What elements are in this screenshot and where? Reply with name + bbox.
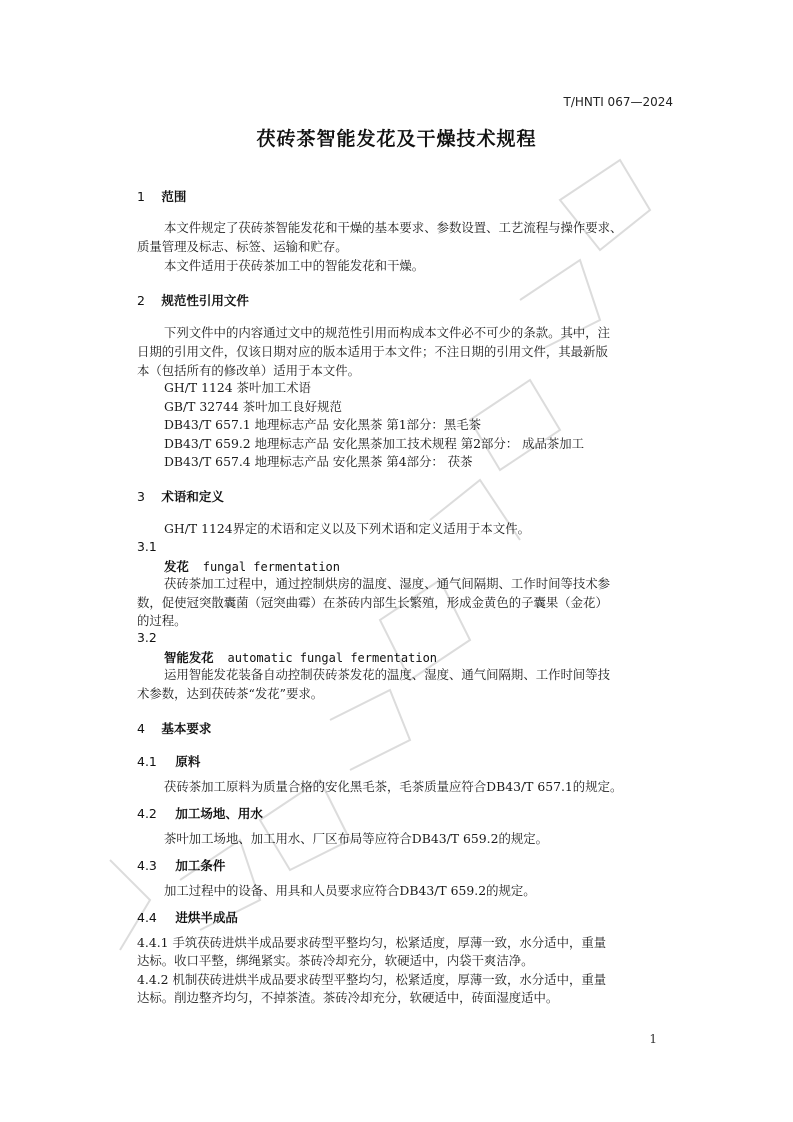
term-english: fungal fermentation [202, 560, 341, 574]
definition-line: 数，促使冠突散囊菌（冠突曲霉）在茶砖内部生长繁殖，形成金黄色的子囊果（金花） [137, 595, 608, 610]
reference-item: GH/T 1124 茶叶加工术语 [164, 380, 311, 395]
paragraph-line: 质量管理及标志、标签、运输和贮存。 [137, 239, 348, 254]
clause-line: 4.4.1 手筑茯砖进烘半成品要求砖型平整均匀，松紧适度，厚薄一致，水分适中，重量 [137, 935, 607, 950]
subsection-number: 4.2 [137, 806, 157, 821]
document-code: T/HNTI 067—2024 [563, 95, 673, 109]
section-number: 3 [137, 489, 145, 504]
definition-line: 术参数，达到茯砖茶“发花”要求。 [137, 686, 324, 701]
section-4-heading [137, 719, 211, 737]
definition-line: 的过程。 [137, 613, 187, 628]
subsection-title: 原料 [175, 754, 201, 769]
section-number: 4 [137, 721, 145, 736]
clause-number: 3.2 [137, 630, 157, 645]
subsection-title: 加工条件 [175, 858, 226, 873]
paragraph-line: 下列文件中的内容通过文中的规范性引用而构成本文件必不可少的条款。其中，注 [164, 325, 611, 340]
clause-line: 达标。削边整齐均匀，不掉茶渣。茶砖冷却充分，软硬适中，砖面湿度适中。 [137, 990, 559, 1005]
subsection-number: 4.1 [137, 754, 157, 769]
subsection-4-1-heading [137, 752, 200, 770]
subsection-number: 4.3 [137, 858, 157, 873]
subsection-title: 加工场地、用水 [175, 806, 263, 821]
clause-line: 达标。收口平整，绑绳紧实。茶砖冷却充分，软硬适中，内袋干爽洁净。 [137, 953, 534, 968]
reference-item: DB43/T 657.1 地理标志产品 安化黑茶 第1部分：黑毛茶 [164, 417, 481, 432]
section-number: 2 [137, 293, 145, 308]
definition-line: 茯砖茶加工过程中，通过控制烘房的温度、湿度、通气间隔期、工作时间等技术参 [164, 576, 611, 591]
subsection-title: 进烘半成品 [175, 910, 238, 925]
section-title: 范围 [161, 189, 187, 204]
paragraph-line: 本（包括所有的修改单）适用于本文件。 [137, 363, 361, 378]
term-entry [164, 648, 437, 666]
section-title: 规范性引用文件 [161, 293, 249, 308]
section-title: 术语和定义 [161, 489, 224, 504]
paragraph-line: 日期的引用文件，仅该日期对应的版本适用于本文件；不注日期的引用文件，其最新版 [137, 344, 608, 359]
term-english: automatic fungal fermentation [227, 651, 438, 665]
section-2-heading [137, 291, 249, 309]
paragraph-line: 本文件适用于茯砖茶加工中的智能发花和干燥。 [164, 258, 425, 273]
clause-line: 4.4.2 机制茯砖进烘半成品要求砖型平整均匀，松紧适度，厚薄一致，水分适中，重量 [137, 972, 607, 987]
paragraph-line: 加工过程中的设备、用具和人员要求应符合DB43/T 659.2的规定。 [164, 883, 536, 898]
reference-item: DB43/T 657.4 地理标志产品 安化黑茶 第4部分： 茯茶 [164, 454, 473, 469]
section-3-heading [137, 487, 224, 505]
subsection-4-2-heading [137, 804, 263, 822]
term-entry [164, 557, 340, 575]
definition-line: 运用智能发花装备自动控制茯砖茶发花的温度、湿度、通气间隔期、工作时间等技 [164, 667, 611, 682]
section-number: 1 [137, 189, 145, 204]
section-1-heading [137, 187, 186, 205]
page-number: 1 [649, 1032, 657, 1046]
paragraph-line: GH/T 1124界定的术语和定义以及下列术语和定义适用于本文件。 [164, 521, 530, 536]
document-title: 茯砖茶智能发花及干燥技术规程 [256, 128, 537, 150]
clause-number: 3.1 [137, 539, 157, 554]
reference-item: GB/T 32744 茶叶加工良好规范 [164, 399, 342, 414]
term-chinese: 智能发花 [164, 650, 214, 665]
subsection-4-3-heading [137, 856, 225, 874]
subsection-number: 4.4 [137, 910, 157, 925]
subsection-4-4-heading [137, 908, 238, 926]
paragraph-line: 茶叶加工场地、加工用水、厂区布局等应符合DB43/T 659.2的规定。 [164, 831, 549, 846]
paragraph-line: 本文件规定了茯砖茶智能发花和干燥的基本要求、参数设置、工艺流程与操作要求、 [164, 220, 623, 235]
section-title: 基本要求 [161, 721, 212, 736]
paragraph-line: 茯砖茶加工原料为质量合格的安化黑毛茶，毛茶质量应符合DB43/T 657.1的规定。 [164, 779, 623, 794]
term-chinese: 发花 [164, 559, 189, 574]
reference-item: DB43/T 659.2 地理标志产品 安化黑茶加工技术规程 第2部分： 成品茶加工 [164, 436, 585, 451]
